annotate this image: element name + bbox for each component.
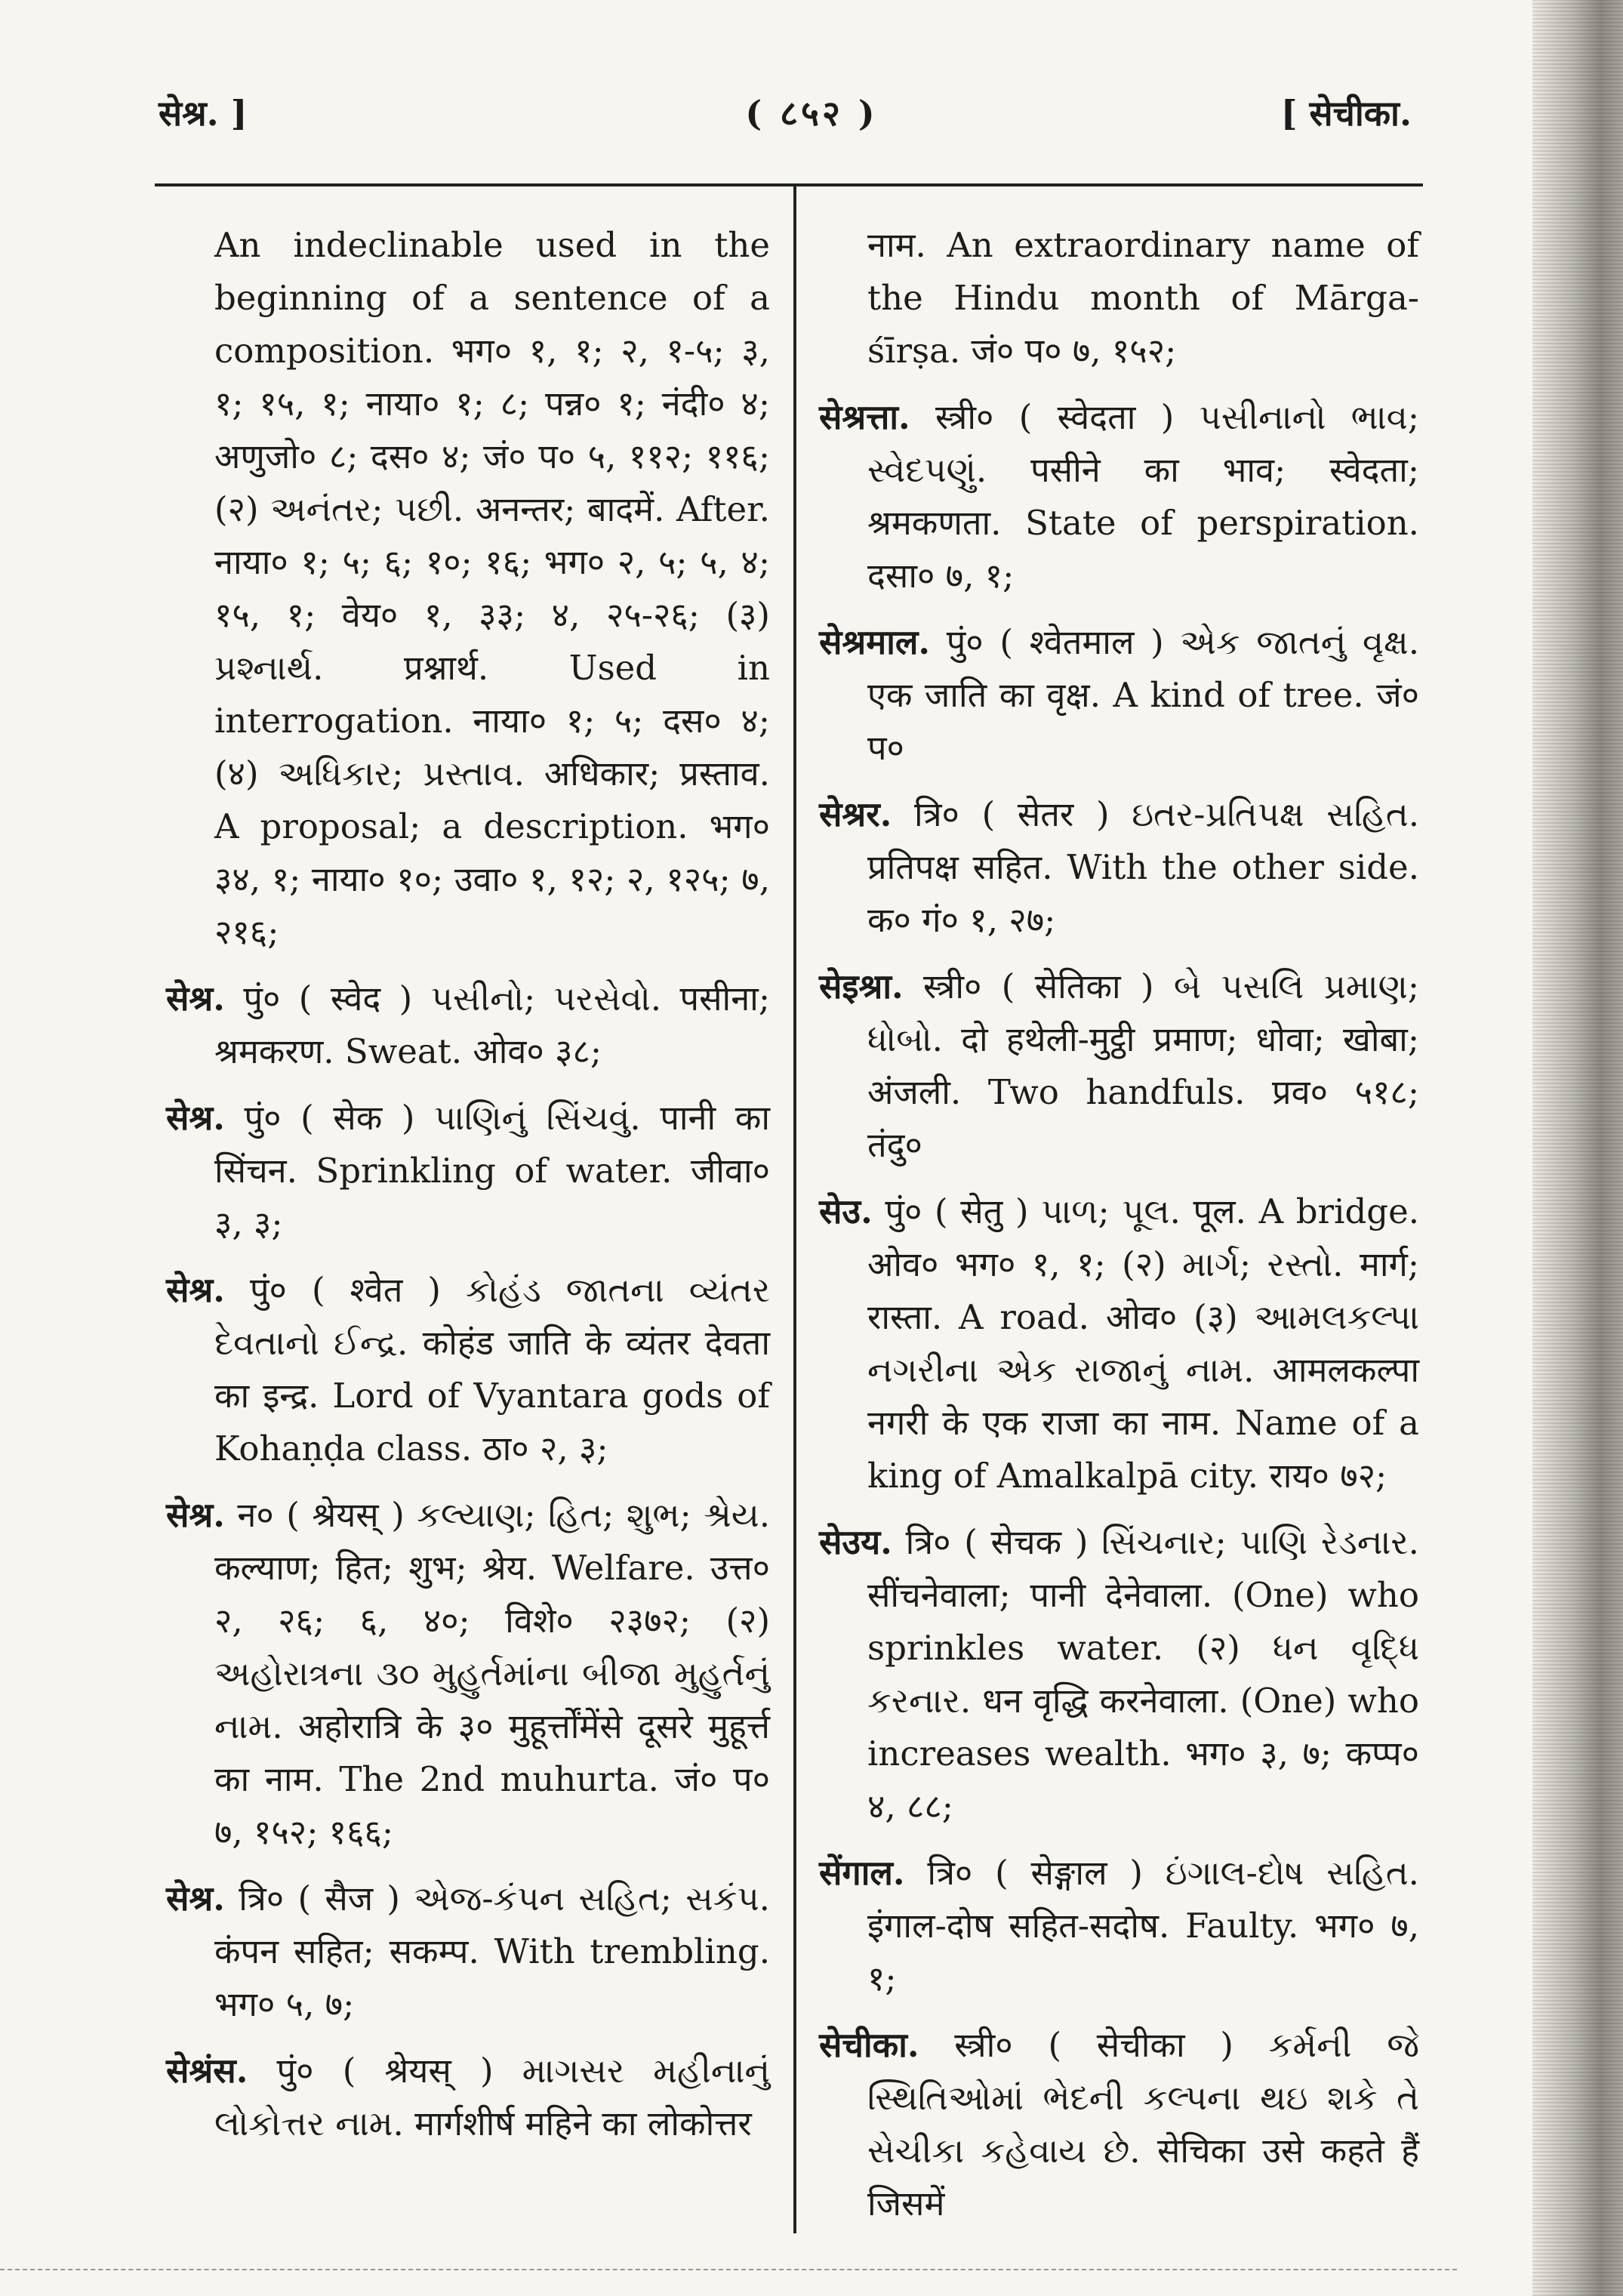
entry-text: त्रि० ( सेङ्गाल ) ઇંગાલ-દોષ સહિત. इंगाल-दोष सहित-सदोष. Faulty. भग० ७, १; <box>867 1853 1419 1999</box>
left-column <box>166 219 770 2164</box>
dictionary-entry <box>819 1516 1419 1833</box>
entry-headword: सेश्रर. <box>819 794 892 834</box>
dictionary-entry <box>166 1489 770 1859</box>
entry-text: पुं० ( सेतु ) પાળ; પૂલ. पूल. A bridge. ओव० भग० १, १; (२) માર્ગ; રસ્તો. मार्ग; रास्ता. A road. ओव० (३) આમલકલ્પા નગરીના એક રાજાનું નામ. आमलकल्पा नगरी के एक राजा का नाम. Name of a king of Amalkalpā city. राय० ७२; <box>867 1191 1419 1496</box>
entry-headword: सेश्र. <box>166 1495 225 1535</box>
entry-text: त्रि० ( सैज ) એજ-કંપન સહિત; સકંપ. कंपन सहित; सकम्प. With trembling. भग० ५, ७; <box>214 1878 770 2024</box>
column-divider <box>793 183 796 2233</box>
entry-headword: सेश्रंस. <box>166 2051 248 2091</box>
dictionary-entry <box>819 1847 1419 2005</box>
entry-headword: सेंगाल. <box>819 1853 905 1893</box>
dictionary-entry <box>819 391 1419 603</box>
entry-text: नाम. An extraordinary name of the Hindu month of Mārga-śīrṣa. जं० प० ७, १५२; <box>867 225 1419 371</box>
entry-text: पुं० ( श्वेत ) કોહંડ જાતના વ્યંતર દેવતાનો ઈન્દ્ર. कोहंड जाति के व्यंतर देवता का इन्द्र. Lord of Vyantara gods of Kohaṇḍa class. ठा० २, ३; <box>214 1270 770 1469</box>
entry-text: पुं० ( श्रेयस् ) માગસર મહીનાનું લોકોત્તર નામ. मार्गशीर्ष महिने का लोकोत्तर <box>214 2051 770 2143</box>
header-right-guide-word: [ सेचीका. <box>1280 93 1412 134</box>
dictionary-entry <box>166 972 770 1078</box>
header-rule <box>155 183 1423 186</box>
dictionary-entry <box>819 1185 1419 1502</box>
entry-continuation <box>819 219 1419 378</box>
entry-headword: सेउय. <box>819 1522 892 1562</box>
dictionary-entry <box>819 2019 1419 2230</box>
entry-text: पुं० ( सेक ) પાણિનું સિંચવું. पानी का सिंचन. Sprinkling of water. जीवा० ३, ३; <box>214 1098 770 1244</box>
header-left-guide-word: सेश्र. ] <box>159 93 248 134</box>
entry-text: त्रि० ( सेतर ) ઇતર-પ્રતિપક્ષ સહિત. प्रतिपक्ष सहित. With the other side. क० गं० १, २७; <box>867 794 1419 940</box>
entry-text: स्त्री० ( सेतिका ) બે પસલિ પ્રમાણ; ધોબો. दो हथेली-मुट्ठी प्रमाण; धोवा; खोबा; अंजली. Two handfuls. प्रव० ५१८; तंदु० <box>867 966 1419 1165</box>
page-header <box>159 89 1412 142</box>
entry-headword: सेश्रत्ता. <box>819 397 910 437</box>
dictionary-entry <box>166 1872 770 2031</box>
bottom-scan-line <box>0 2269 1457 2271</box>
dictionary-entry <box>819 960 1419 1172</box>
entry-headword: सेश्र. <box>166 978 225 1019</box>
entry-text: पुं० ( श्वेतमाल ) એક જાતનું વૃક્ષ. एक जाति का वृक्ष. A kind of tree. जं० प० <box>867 622 1419 768</box>
dictionary-entry <box>166 1264 770 1475</box>
dictionary-entry <box>166 2045 770 2150</box>
entry-text: त्रि० ( सेचक ) સિંચનાર; પાણિ રેડનાર. सींचनेवाला; पानी देनेवाला. (One) who sprinkles water. (२) ધન વૃદ્ધિ કરનાર. धन वृद्धि करनेवाला. (One) who increases wealth. भग० ३, ७; कप्प० ४, ८८; <box>867 1522 1419 1826</box>
entry-continuation <box>166 219 770 959</box>
entry-headword: सेचीका. <box>819 2025 919 2065</box>
page-number: ( ८५२ ) <box>745 93 878 134</box>
entry-headword: सेश्रमाल. <box>819 622 931 662</box>
entry-headword: सेउ. <box>819 1191 873 1231</box>
right-column <box>819 219 1419 2244</box>
entry-headword: सेश्र. <box>166 1270 225 1310</box>
entry-text: स्त्री० ( स्वेदता ) પસીનાનો ભાવ; સ્વેદપણું. पसीने का भाव; स्वेदता; श्रमकणता. State of perspiration. दसा० ७, १; <box>867 397 1419 596</box>
entry-text: न० ( श्रेयस् ) કલ્યાણ; હિત; શુભ; શ્રેય. कल्याण; हित; शुभ; श्रेय. Welfare. उत्त० २, २६; ६, ४०; विशे० २३७२; (२) અહોરાત્રના ૩૦ મુહુર્તમાંના બીજા મુહુર્તનું નામ. अहोरात्रि के ३० मुहूर्त्तोंमेंसे दूसरे मुहूर्त्त का नाम. The 2nd muhurta. जं० प० ७, १५२; १६६; <box>214 1495 770 1852</box>
entry-text: पुं० ( स्वेद ) પસીનો; પરસેવો. पसीना; श्रमकरण. Sweat. ओव० ३८; <box>214 978 770 1071</box>
dictionary-entry <box>166 1092 770 1250</box>
entry-headword: सेइश्रा. <box>819 966 904 1006</box>
entry-headword: सेश्र. <box>166 1098 225 1138</box>
entry-text: An indeclinable used in the beginning of a sentence of a composition. भग० १, १; २, १-५; ३, १; १५, १; नाया० १; ८; पन्न० १; नंदी० ४; अणुजो० ८; दस० ४; जं० प० ५, ११२; ११६; (२) અનંતર; પછી. अनन्तर; बादमें. After. नाया० १; ५; ६; १०; १६; भग० २, ५; ५, ४; १५, १; वेय० १, ३३; ४, २५-२६; (३) પ્રશ્નાર્થ. प्रश्नार्थ. Used in interrogation. नाया० १; ५; दस० ४; (४) અધિકાર; પ્રસ્તાવ. अधिकार; प्रस्ताव. A proposal; a description. भग० ३४, १; नाया० १०; उवा० १, १२; २, १२५; ७, २१६; <box>214 225 770 952</box>
page-edge-scan-shadow <box>1532 0 1623 2296</box>
dictionary-entry <box>819 616 1419 775</box>
entry-headword: सेश्र. <box>166 1878 225 1918</box>
dictionary-entry <box>819 788 1419 947</box>
entry-text: स्त्री० ( सेचीका ) કર્મની જે સ્થિતિઓમાં ભેદની કલ્પના થઇ શકે તે સેચીકા કહેવાય છે. सेचिका उसे कहते हैं जिसमें <box>867 2025 1419 2224</box>
